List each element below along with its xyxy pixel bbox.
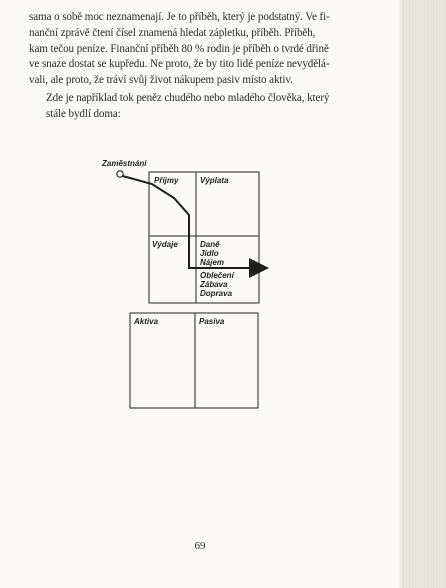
text-line: sama o sobě moc neznamenají. Je to příběh, který je podstatný. Ve fi- [29,11,330,23]
start-label: Zaměstnání [102,159,147,168]
liabilities-label: Pasiva [199,317,225,326]
income-item: Výplata [200,176,229,185]
expense-item: Zábava [200,280,228,289]
page-number: 69 [194,540,206,552]
expense-item: Oblečení [200,271,234,280]
expense-item: Nájem [200,258,225,267]
text-line: Zde je například tok peněz chudého nebo mladého člověka, který [46,92,330,104]
expenses-label: Výdaje [152,240,178,249]
cash-flow-arrow [123,176,266,268]
expense-item: Jídlo [200,249,219,258]
text-line: vali, ale proto, že tráví svůj život nákupem pasiv místo aktiv. [29,74,293,87]
flow-start-node [117,171,123,177]
expense-item: Daně [200,240,220,249]
assets-label: Aktiva [134,317,159,326]
text-line: stále bydlí doma: [46,107,121,120]
income-label: Příjmy [154,176,179,185]
expense-item: Doprava [200,289,233,298]
text-line: nanční zprávě čtení čísel znamená hledat zápletku, příběh. Příběh, [29,26,316,39]
text-line: kam tečou peníze. Finanční příběh 80 % rodin je příběh o tvrdé dřině [29,42,329,55]
text-line: ve snaze dostat se kupředu. Ne proto, že by tito lidé peníze nevydělá- [29,58,330,71]
balance-sheet-box [130,313,258,408]
